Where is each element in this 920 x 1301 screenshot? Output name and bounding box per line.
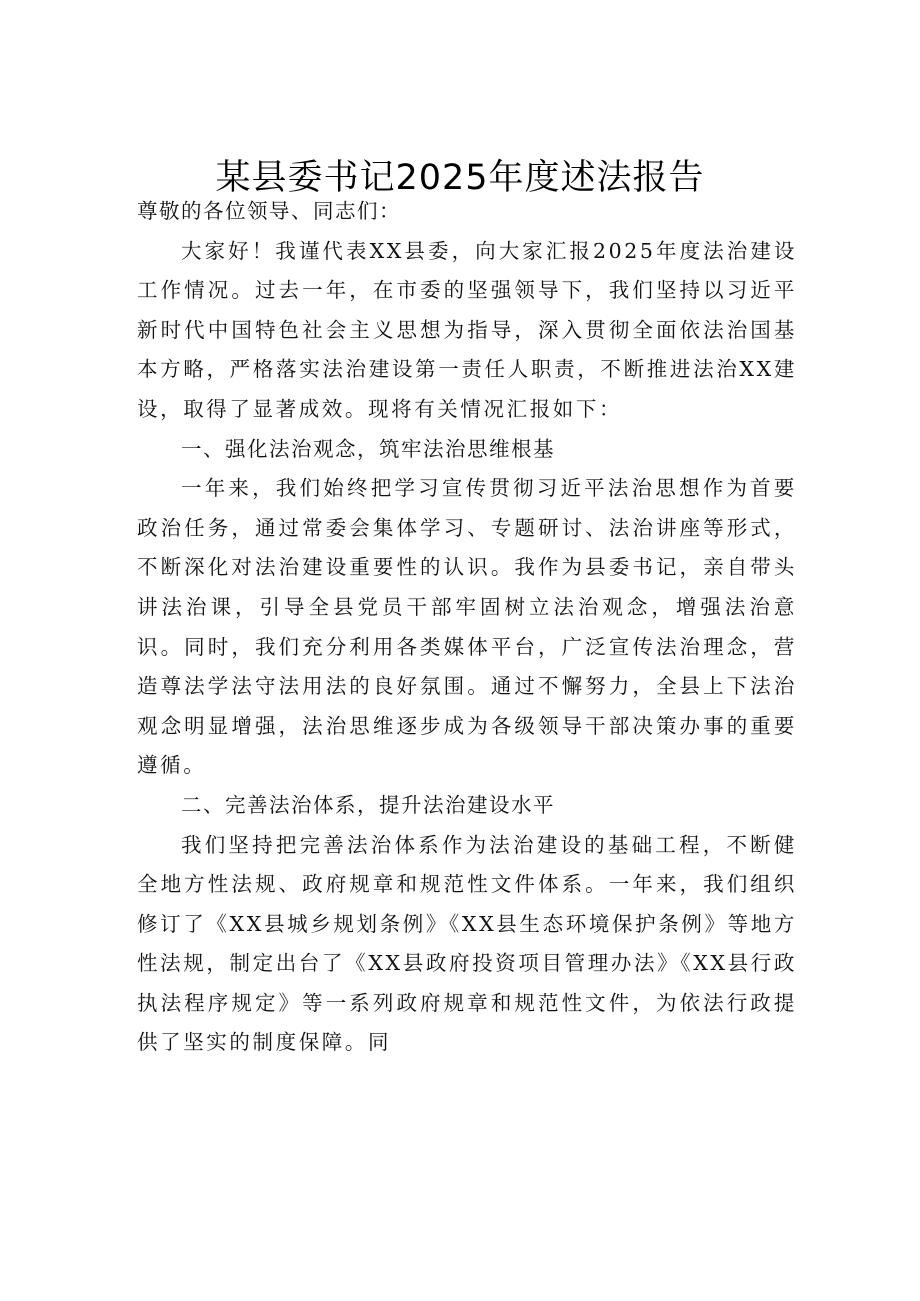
document-title: 某县委书记2025年度述法报告: [215, 158, 705, 198]
section-heading-2: 二、完善法治体系，提升法治建设水平: [181, 792, 555, 817]
document-body: [137, 192, 797, 1063]
paragraph-section-1: 一年来，我们始终把学习宣传贯彻习近平法治思想作为首要政治任务，通过常委会集体学习、专题研讨、法治讲座等形式，不断深化对法治建设重要性的认识。我作为县委书记，亲自带头讲法治课，引导全县党员干部牢固树立法治观念，增强法治意识。同时，我们充分利用各类媒体平台，广泛宣传法治理念，营造尊法学法守法用法的良好氛围。通过不懈努力，全县上下法治观念明显增强，法治思维逐步成为各级领导干部决策办事的重要遵循。: [137, 476, 797, 778]
section-heading-1: 一、强化法治观念，筑牢法治思维根基: [181, 436, 555, 461]
salutation: 尊敬的各位领导、同志们：: [137, 199, 401, 223]
paragraph-section-2: 我们坚持把完善法治体系作为法治建设的基础工程，不断健全地方性法规、政府规章和规范性文件体系。一年来，我们组织修订了《XX县城乡规划条例》《XX县生态环境保护条例》等地方性法规，制定出台了《XX县政府投资项目管理办法》《XX县行政执法程序规定》等一系列政府规章和规范性文件，为依法行政提供了坚实的制度保障。同: [137, 832, 797, 1055]
paragraph-intro: 大家好！我谨代表XX县委，向大家汇报2025年度法治建设工作情况。过去一年，在市委的坚强领导下，我们坚持以习近平新时代中国特色社会主义思想为指导，深入贯彻全面依法治国基本方略，严格落实法治建设第一责任人职责，不断推进法治XX建设，取得了显著成效。现将有关情况汇报如下：: [137, 238, 797, 421]
